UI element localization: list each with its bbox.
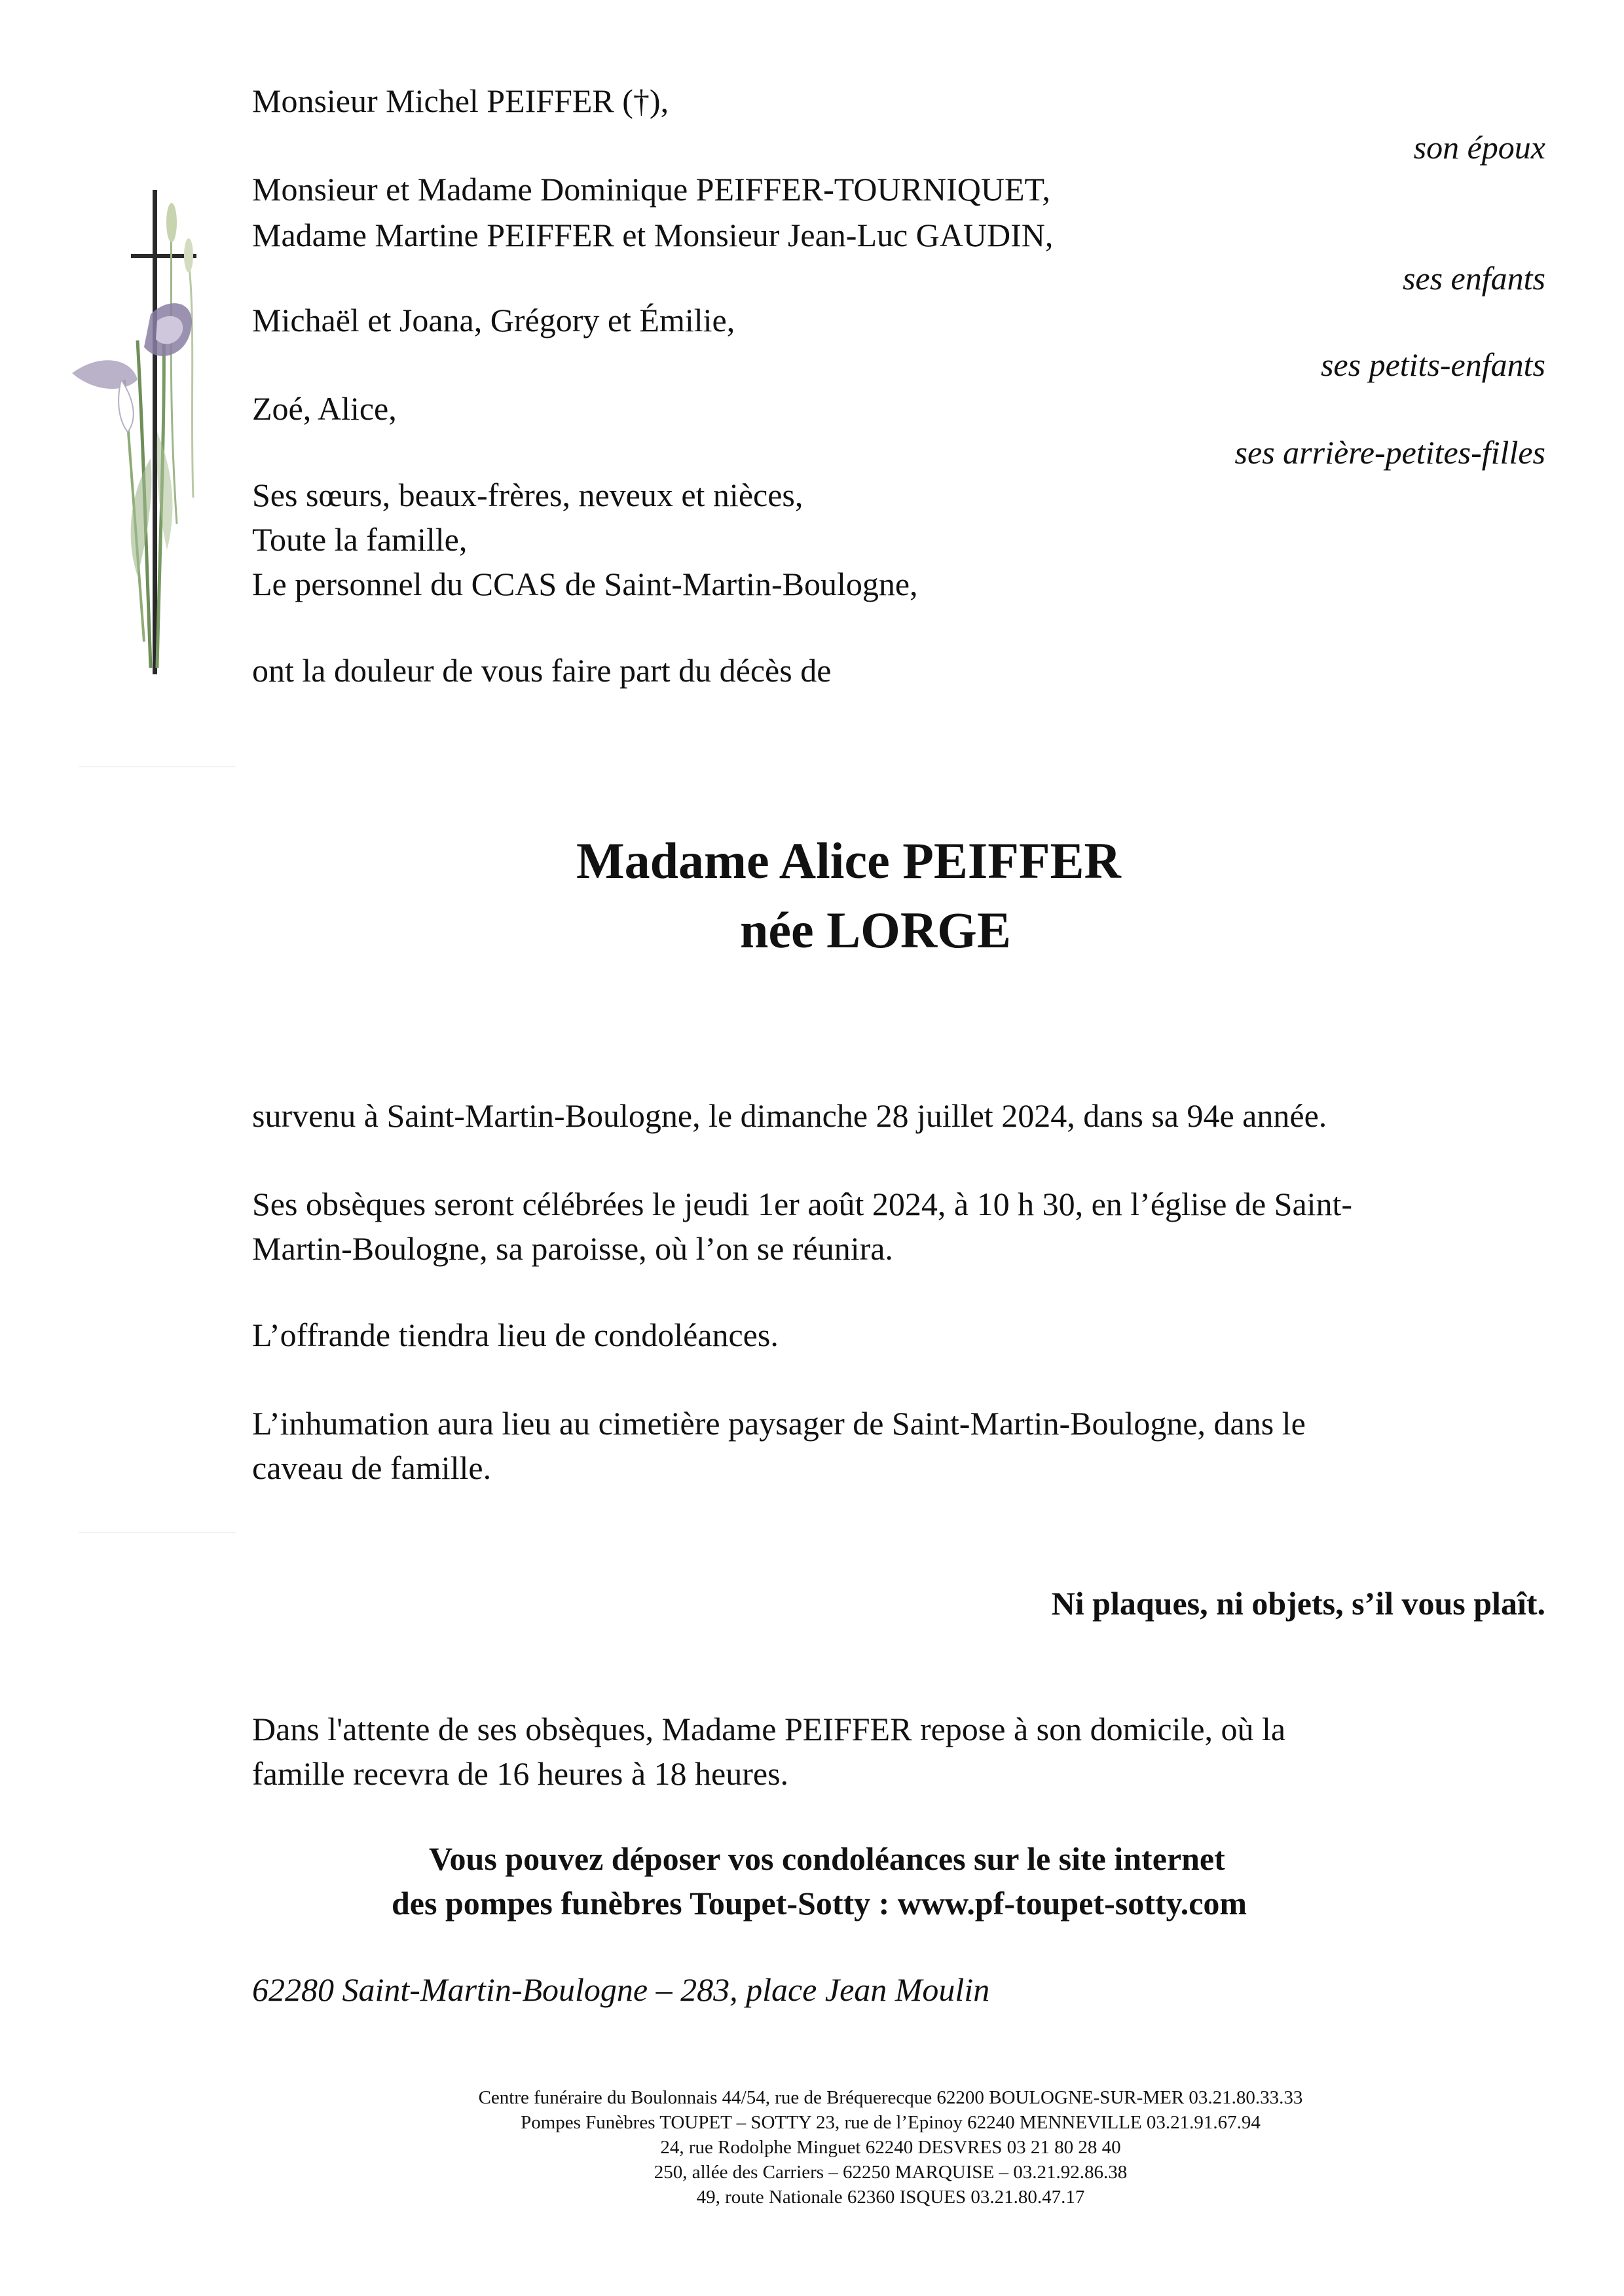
family-extended-line-3: Le personnel du CCAS de Saint-Martin-Boulogne, — [252, 566, 918, 602]
funeral-home-footer — [0, 2085, 1624, 2210]
death-details: survenu à Saint-Martin-Boulogne, le dimanche 28 juillet 2024, dans sa 94e année. — [252, 1097, 1327, 1134]
family-grandchildren-line: Michaël et Joana, Grégory et Émilie, — [252, 302, 735, 338]
condolences-website-line: des pompes funèbres Toupet-Sotty : www.pf-toupet-sotty.com — [392, 1885, 1247, 1922]
footer-line-2: Pompes Funèbres TOUPET – SOTTY 23, rue de l’Epinoy 62240 MENNEVILLE 03.21.91.67.94 — [521, 2112, 1261, 2133]
family-extended-line-2: Toute la famille, — [252, 521, 468, 558]
role-grandchildren: ses petits-enfants — [1320, 346, 1545, 383]
role-great-granddaughters: ses arrière-petites-filles — [1234, 434, 1545, 471]
funeral-details-line-1: Ses obsèques seront célébrées le jeudi 1er août 2024, à 10 h 30, en l’église de Saint- — [252, 1186, 1353, 1222]
footer-line-1: Centre funéraire du Boulonnais 44/54, rue de Bréquerecque 62200 BOULOGNE-SUR-MER 03.21.80.33.33 — [478, 2087, 1303, 2108]
no-plaques-notice: Ni plaques, ni objets, s’il vous plaît. — [1051, 1585, 1545, 1622]
burial-details-line-2: caveau de famille. — [252, 1449, 492, 1486]
footer-line-5: 49, route Nationale 62360 ISQUES 03.21.80.47.17 — [696, 2187, 1085, 2208]
condolences-line-1: Vous pouvez déposer vos condoléances sur le site internet — [429, 1840, 1225, 1877]
family-extended-line-1: Ses sœurs, beaux-frères, neveux et nièces, — [252, 477, 803, 513]
role-spouse: son époux — [1413, 129, 1545, 166]
home-address: 62280 Saint-Martin-Boulogne – 283, place Jean Moulin — [252, 1971, 990, 2008]
wake-details-line-2: famille recevra de 16 heures à 18 heures. — [252, 1755, 789, 1792]
deceased-name: Madame Alice PEIFFER — [576, 832, 1121, 889]
funeral-details-line-2: Martin-Boulogne, sa paroisse, où l’on se réunira. — [252, 1230, 893, 1267]
footer-line-4: 250, allée des Carriers – 62250 MARQUISE – 03.21.92.86.38 — [654, 2162, 1128, 2183]
separator-faint-bottom — [79, 1532, 236, 1533]
cross-lily-illustration — [59, 183, 249, 681]
deceased-maiden-name: née LORGE — [740, 902, 1011, 958]
burial-details-line-1: L’inhumation aura lieu au cimetière paysager de Saint-Martin-Boulogne, dans le — [252, 1405, 1306, 1442]
announcement-line: ont la douleur de vous faire part du décès de — [252, 652, 832, 689]
separator-faint-top — [79, 766, 236, 767]
role-children: ses enfants — [1402, 260, 1545, 297]
family-children-line-1: Monsieur et Madame Dominique PEIFFER-TOURNIQUET, — [252, 171, 1050, 208]
family-great-grandchildren-line: Zoé, Alice, — [252, 390, 397, 427]
family-children-line-2: Madame Martine PEIFFER et Monsieur Jean-Luc GAUDIN, — [252, 217, 1054, 253]
wake-details-line-1: Dans l'attente de ses obsèques, Madame PEIFFER repose à son domicile, où la — [252, 1711, 1286, 1747]
family-husband-line: Monsieur Michel PEIFFER (†), — [252, 82, 669, 119]
offering-details: L’offrande tiendra lieu de condoléances. — [252, 1317, 779, 1353]
footer-line-3: 24, rue Rodolphe Minguet 62240 DESVRES 03 21 80 28 40 — [660, 2137, 1121, 2158]
